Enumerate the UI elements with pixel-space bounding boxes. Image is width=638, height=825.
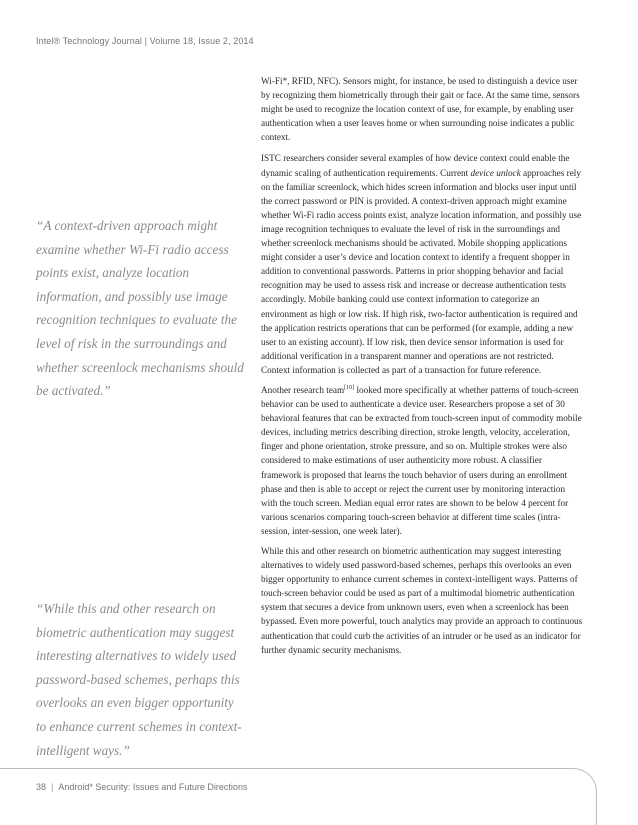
term-device-unlock: device unlock: [470, 167, 521, 178]
paragraph-touch-screen-research: [261, 383, 583, 538]
pull-quote-context-driven: “A context-driven approach might examine whether Wi-Fi radio access points exist, analyze location information, and possibly use image recognition techniques to evaluate the level of risk in the surroundings and whether screenlock mechanisms should be activated.”: [36, 218, 244, 399]
paragraph-sensors: Wi-Fi*, RFID, NFC). Sensors might, for instance, be used to distinguish a device user by recognizing them biometrically through their gait or face. At the same time, sensors might be used to recognize the location context of use, for example, by enabling user authentication when a user leaves home or when surrounding noise indicates a public context.: [261, 76, 580, 143]
footer-separator: |: [51, 782, 54, 792]
running-header: Intel® Technology Journal | Volume 18, Issue 2, 2014: [36, 36, 254, 46]
paragraph-istc-research: [261, 151, 583, 377]
paragraph-istc-text-rest: approaches rely on the familiar screenlock, which hides screen information and blocks user input until the correct password or PIN is provided. A context-driven approach might examine whether Wi-Fi radio access points exist, analyze location information, and possibly use image recognition techniques to evaluate the level of risk in the surroundings and whether screenlock mechanisms should be activated. Mobile shopping applications might consider a user’s device and location context to identify a frequent shopper in addition to conventional passwords. Patterns in prior shopping behavior and facial recognition may be used to assess risk and increase or decrease authentication tests accordingly. Mobile banking could use context information to categorize an environment as high or low risk. If high risk, two-factor authentication is required and the application restricts operations that can be performed (for example, adding a new user to an existing account). If low risk, then device sensor information is used for additional verification in a transparent manner and operations are not restricted. Context information is collected as part of a transaction for future reference.: [261, 167, 582, 375]
footer-title: Android* Security: Issues and Future Directions: [58, 782, 248, 792]
footer-divider: [0, 768, 572, 769]
article-body: [261, 74, 583, 663]
pull-quote-biometric: “While this and other research on biometric authentication may suggest interesting alternatives to widely used password-based schemes, perhaps this overlooks an even bigger opportunity to enhance current schemes in context-intelligent ways.”: [36, 601, 242, 758]
footer-corner-curve: [556, 768, 597, 825]
paragraph-biometric-opportunity: While this and other research on biometric authentication may suggest interesting alternatives to widely used password-based schemes, perhaps this overlooks an even bigger opportunity to enhance current schemes in context-intelligent ways. Patterns of touch-screen behavior could be used as part of a multimodal biometric authentication system that secures a device from unknown users, even when a screenlock has been bypassed. Even more powerful, touch analytics may provide an approach to continuous authentication that could curb the activities of an intruder or be used as an indicator for further dynamic security mechanisms.: [261, 546, 583, 655]
paragraph-istc-text-start: ISTC researchers consider several examples of how device context could enable the dynamic scaling of authentication requirements. Current: [261, 153, 570, 178]
page-number: 38: [36, 782, 47, 792]
reference-marker: [10]: [344, 384, 355, 391]
running-footer: [36, 782, 247, 792]
paragraph-touch-text-rest: looked more specifically at whether patterns of touch-screen behavior can be used to authenticate a device user. Researchers propose a set of 30 behavioral features that can be extracted from touch-screen input of commodity mobile devices, including metrics describing direction, stroke length, velocity, acceleration, finger and phone orientation, stroke pressure, and so on. Multiple strokes were also considered to make estimations of user authenticity more robust. A classifier framework is proposed that learns the touch behavior of users during an enrollment phase and then is able to accept or reject the current user by monitoring interaction with the touch screen. Median equal error rates are shown to be below 4 percent for various scenarios comparing touch-screen behavior at different time scales (intra-session, inter-session, one week later).: [261, 384, 582, 536]
paragraph-touch-text-start: Another research team: [261, 384, 345, 395]
